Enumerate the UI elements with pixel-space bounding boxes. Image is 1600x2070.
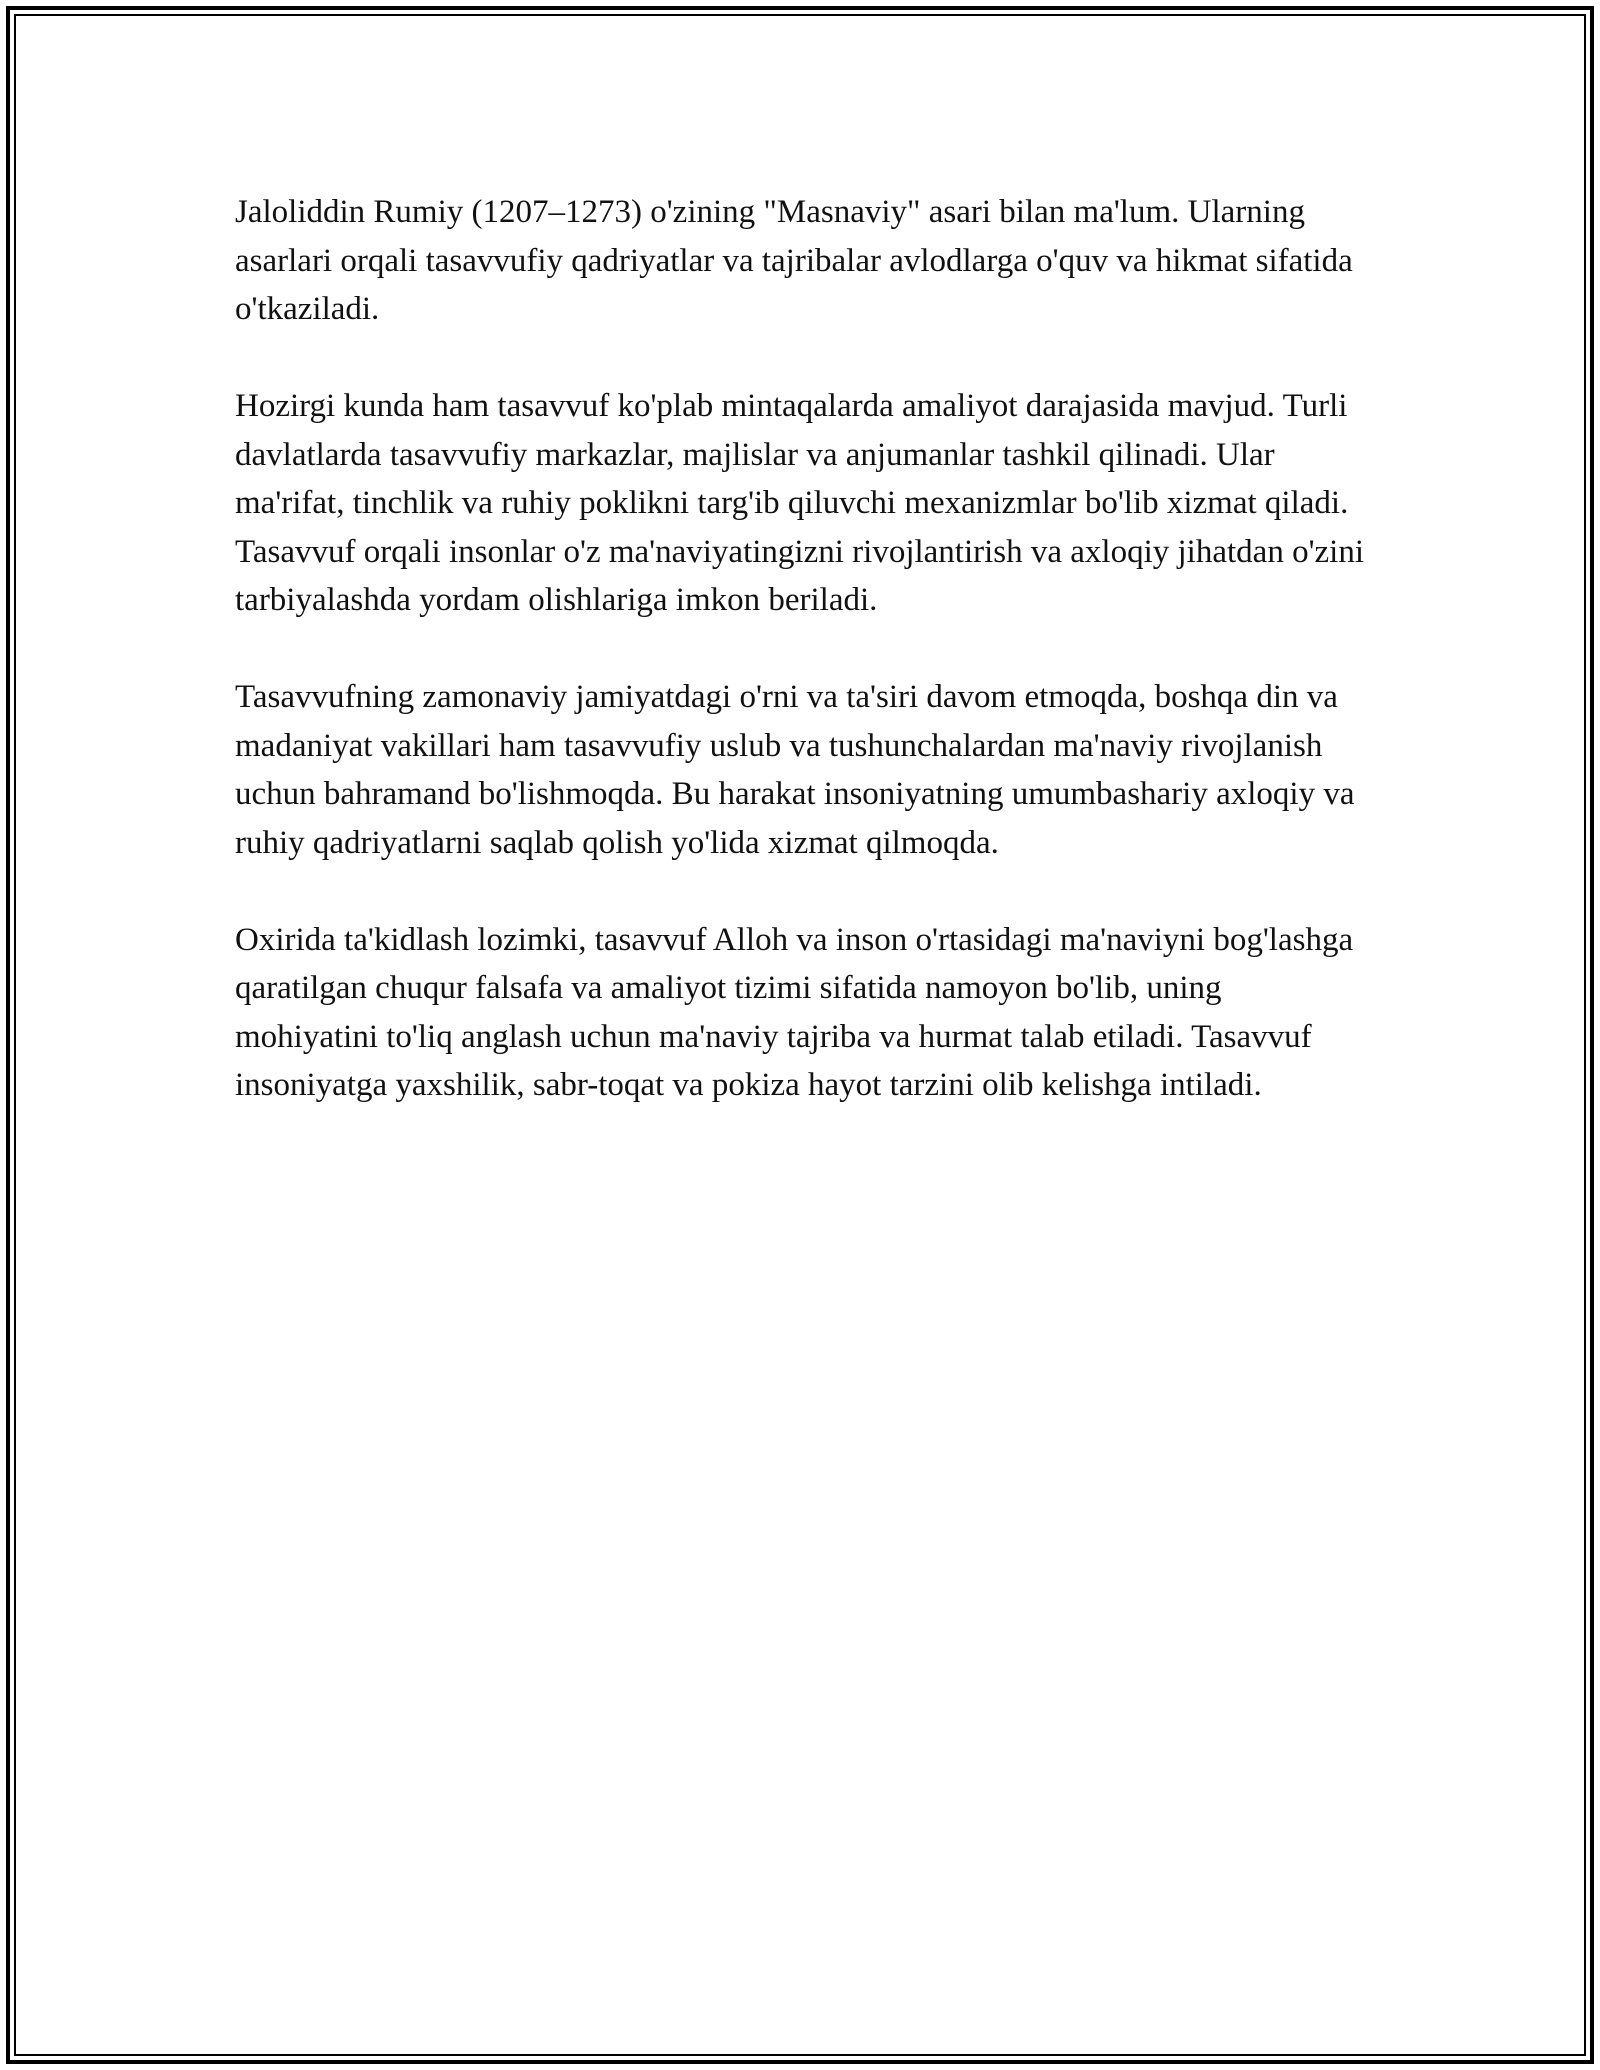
paragraph-3: Tasavvufning zamonaviy jamiyatdagi o'rni va ta'siri davom etmoqda, boshqa din va madaniyat vakillari ham tasavvufiy uslub va tushunchalardan ma'naviy rivojlanish uchun bahramand bo'lishmoqda. Bu harakat insoniyatning umumbashariy axloqiy va ruhiy qadriyatlarni saqlab qolish yo'lida xizmat qilmoqda.	[235, 679, 1355, 861]
paragraph-1: Jaloliddin Rumiy (1207–1273) o'zining "Masnaviy" asari bilan ma'lum. Ularning asarlari orqali tasavvufiy qadriyatlar va tajribalar avlodlarga o'quv va hikmat sifatida o'tkaziladi.	[235, 194, 1353, 327]
paragraph-2: Hozirgi kunda ham tasavvuf ko'plab mintaqalarda amaliyot darajasida mavjud. Turli davlatlarda tasavvufiy markazlar, majlislar va anjumanlar tashkil qilinadi. Ular ma'rifat, tinchlik va ruhiy poklikni targ'ib qiluvchi mexanizmlar bo'lib xizmat qiladi. Tasavvuf orqali insonlar o'z ma'naviyatingizni rivojlantirish va axloqiy jihatdan o'zini tarbiyalashda yordam olishlariga imkon beriladi.	[235, 388, 1364, 618]
paragraph-4: Oxirida ta'kidlash lozimki, tasavvuf Alloh va inson o'rtasidagi ma'naviyni bog'lashga qaratilgan chuqur falsafa va amaliyot tizimi sifatida namoyon bo'lib, uning mohiyatini to'liq anglash uchun ma'naviy tajriba va hurmat talab etiladi. Tasavvuf insoniyatga yaxshilik, sabr-toqat va pokiza hayot tarzini olib kelishga intiladi.	[235, 921, 1354, 1103]
document-body	[235, 188, 1370, 1158]
